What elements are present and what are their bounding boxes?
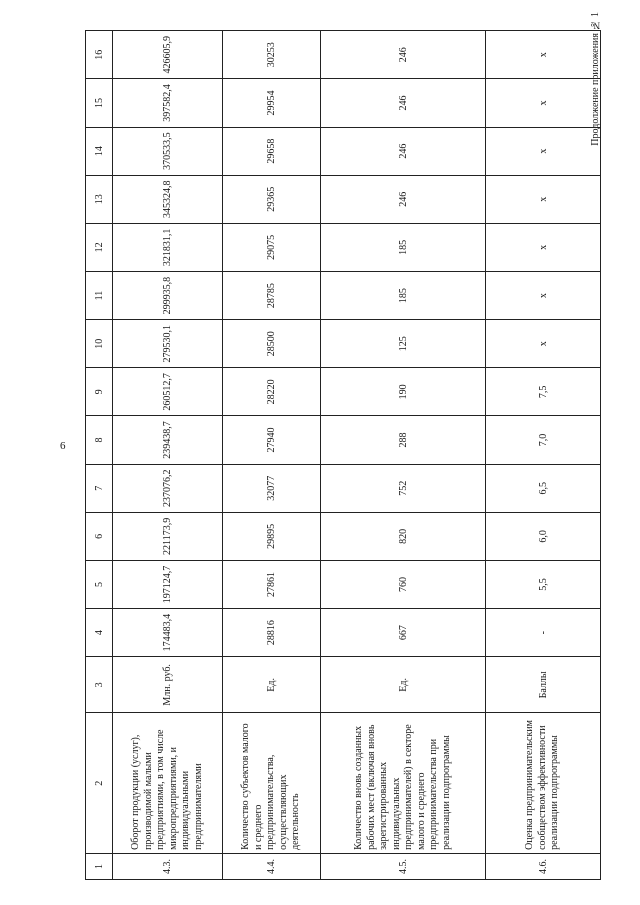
value-cell: 5,5 (486, 560, 601, 608)
header-cell: 8 (86, 416, 113, 464)
header-cell: 3 (86, 657, 113, 713)
value-cell: 760 (321, 560, 486, 608)
value-cell: x (486, 31, 601, 79)
value-cell: 190 (321, 368, 486, 416)
value-cell: 197124,7 (113, 560, 223, 608)
value-cell: 185 (321, 272, 486, 320)
value-cell: 246 (321, 79, 486, 127)
value-cell: 7,0 (486, 416, 601, 464)
indicator-name: Оценка предпринимательским сообществом эффективности реализации подпрограммы (486, 713, 601, 853)
table-row (321, 31, 486, 880)
row-number: 4.4. (223, 853, 321, 879)
header-cell: 1 (86, 853, 113, 879)
continuation-label: Продолжение приложения № 1 (590, 12, 601, 146)
value-cell: - (486, 609, 601, 657)
table-row (223, 31, 321, 880)
header-cell: 2 (86, 713, 113, 853)
value-cell: 752 (321, 464, 486, 512)
value-cell: x (486, 127, 601, 175)
unit-cell: Млн. руб. (113, 657, 223, 713)
value-cell: 30253 (223, 31, 321, 79)
value-cell: 6,0 (486, 512, 601, 560)
unit-cell: Ед. (321, 657, 486, 713)
value-cell: 246 (321, 127, 486, 175)
value-cell: 288 (321, 416, 486, 464)
header-cell: 16 (86, 31, 113, 79)
indicator-name: Оборот продукции (услуг), производимой малыми предприятиями, в том числе микропредприятиями, и индивидуальными предпринимателями (113, 713, 223, 853)
value-cell: x (486, 223, 601, 271)
value-cell: x (486, 320, 601, 368)
value-cell: 370533,5 (113, 127, 223, 175)
header-cell: 6 (86, 512, 113, 560)
header-cell: 5 (86, 560, 113, 608)
value-cell: 27861 (223, 560, 321, 608)
value-cell: x (486, 272, 601, 320)
value-cell: 299935,8 (113, 272, 223, 320)
row-number: 4.5. (321, 853, 486, 879)
header-cell: 14 (86, 127, 113, 175)
value-cell: 279530,1 (113, 320, 223, 368)
value-cell: 426605,9 (113, 31, 223, 79)
value-cell: 397582,4 (113, 79, 223, 127)
value-cell: 820 (321, 512, 486, 560)
value-cell: 246 (321, 175, 486, 223)
value-cell: 28785 (223, 272, 321, 320)
value-cell: 246 (321, 31, 486, 79)
header-cell: 9 (86, 368, 113, 416)
value-cell: 221173,9 (113, 512, 223, 560)
header-cell: 7 (86, 464, 113, 512)
value-cell: 29075 (223, 223, 321, 271)
header-cell: 15 (86, 79, 113, 127)
value-cell: 321831,1 (113, 223, 223, 271)
row-number: 4.3. (113, 853, 223, 879)
value-cell: 667 (321, 609, 486, 657)
header-cell: 13 (86, 175, 113, 223)
value-cell: 29895 (223, 512, 321, 560)
value-cell: 174483,4 (113, 609, 223, 657)
header-cell: 11 (86, 272, 113, 320)
value-cell: 27940 (223, 416, 321, 464)
value-cell: 260512,7 (113, 368, 223, 416)
indicators-table (85, 30, 601, 880)
indicator-name: Количество вновь созданных рабочих мест (включая вновь зарегистрированных индивидуальных предпринимателей) в секторе малого и среднего предпринимательства при реализации подпрограммы (321, 713, 486, 853)
unit-cell: Баллы (486, 657, 601, 713)
value-cell: x (486, 79, 601, 127)
header-cell: 10 (86, 320, 113, 368)
value-cell: 185 (321, 223, 486, 271)
value-cell: 125 (321, 320, 486, 368)
indicator-name: Количество субъектов малого и среднего предпринимательства, осуществляющих деятельность (223, 713, 321, 853)
header-cell: 12 (86, 223, 113, 271)
header-row (86, 31, 113, 880)
value-cell: 28220 (223, 368, 321, 416)
value-cell: 29954 (223, 79, 321, 127)
value-cell: 6,5 (486, 464, 601, 512)
header-cell: 4 (86, 609, 113, 657)
value-cell: 32077 (223, 464, 321, 512)
row-number: 4.6. (486, 853, 601, 879)
value-cell: 28500 (223, 320, 321, 368)
value-cell: 29658 (223, 127, 321, 175)
value-cell: 29365 (223, 175, 321, 223)
value-cell: 28816 (223, 609, 321, 657)
unit-cell: Ед. (223, 657, 321, 713)
value-cell: 7,5 (486, 368, 601, 416)
table-row (486, 31, 601, 880)
value-cell: 237076,2 (113, 464, 223, 512)
value-cell: x (486, 175, 601, 223)
page-number: 6 (60, 440, 66, 452)
value-cell: 345324,8 (113, 175, 223, 223)
value-cell: 239438,7 (113, 416, 223, 464)
table-row (113, 31, 223, 880)
